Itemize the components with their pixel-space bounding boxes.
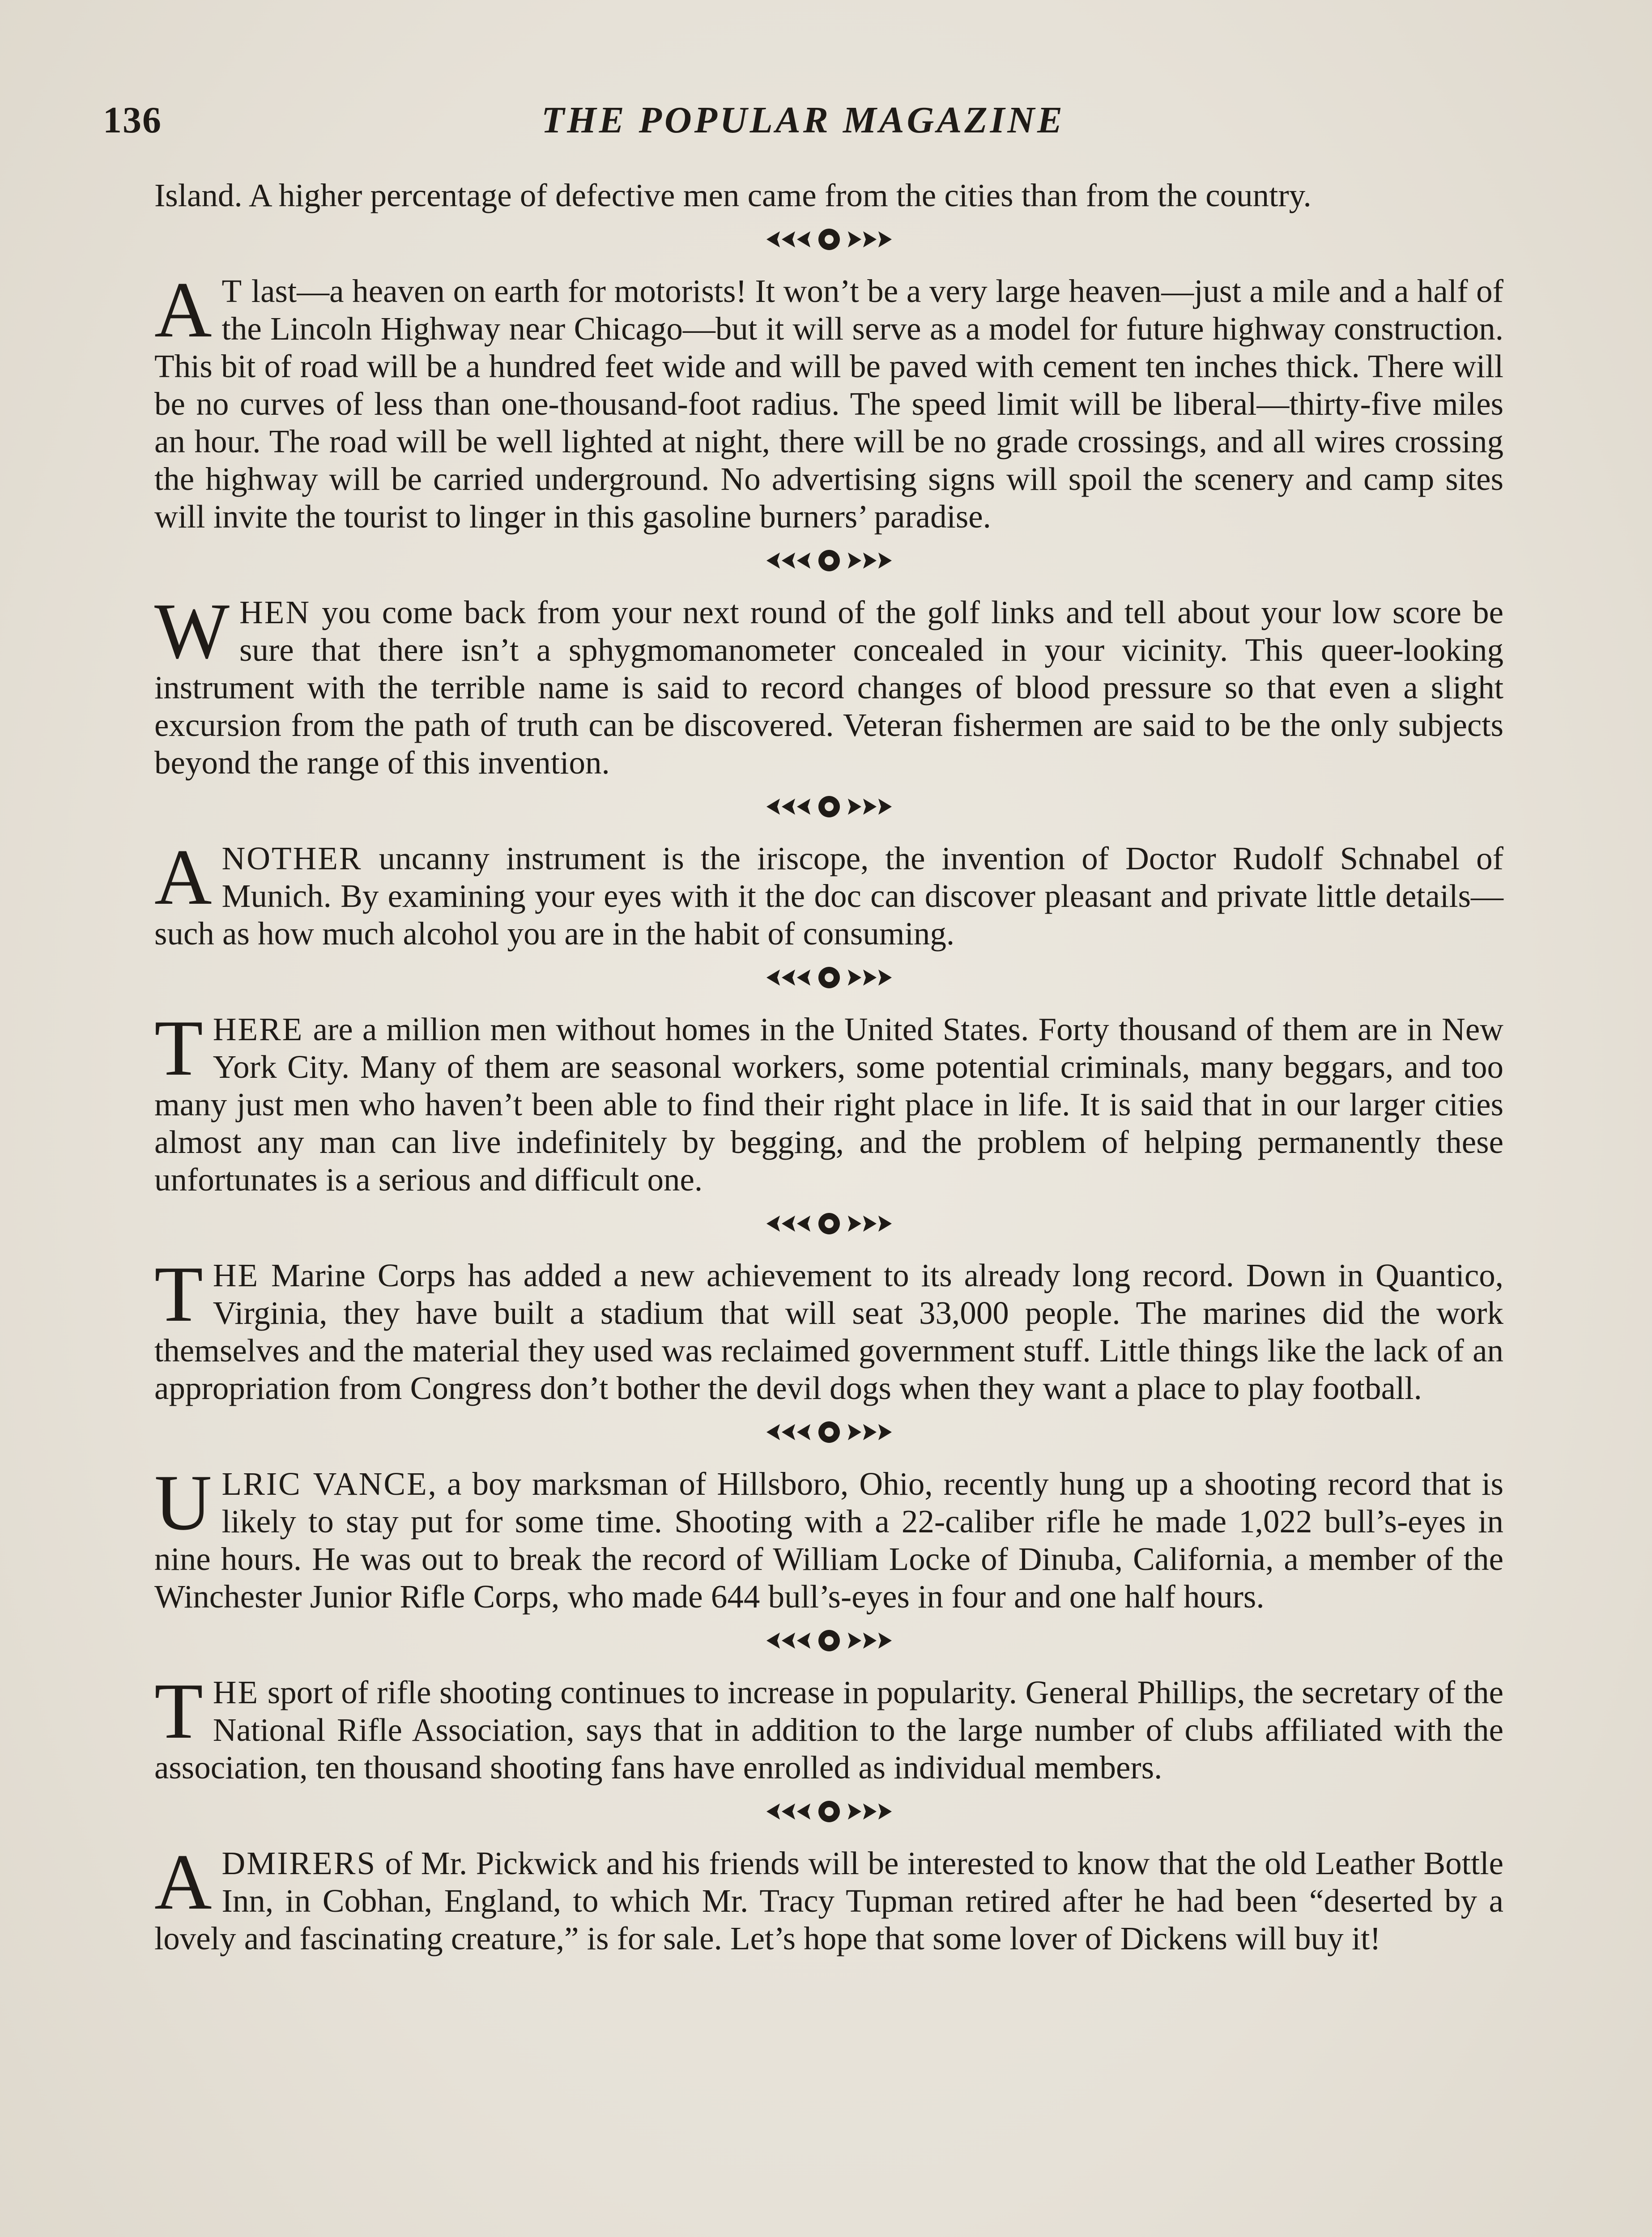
floral-divider-icon bbox=[154, 1414, 1503, 1454]
lead-caps: HERE bbox=[213, 1011, 304, 1047]
article-text: sport of rifle shooting continues to increase in popularity. General Phillips, the secretary of the National Rifle Association, says that in addition to the large number of clubs affiliated with the association, ten thousand shooting fans have enrolled as individual members. bbox=[154, 1674, 1503, 1786]
lead-caps: DMIRERS bbox=[221, 1845, 377, 1881]
running-title: THE POPULAR MAGAZINE bbox=[541, 99, 1065, 141]
lead-caps: NOTHER bbox=[221, 840, 362, 876]
floral-divider-icon bbox=[154, 960, 1503, 1000]
floral-divider-icon bbox=[154, 789, 1503, 829]
article-homeless bbox=[154, 1004, 1503, 1199]
article-iriscope bbox=[154, 833, 1503, 953]
article-continuation bbox=[154, 177, 1503, 214]
article-column bbox=[154, 177, 1503, 1957]
article-text: of Mr. Pickwick and his friends will be interested to know that the old Leather Bottle Inn, in Cobhan, England, to which Mr. Tracy Tupman retired after he had been “deserted by a lovely and fascinating creature,” is for sale. Let’s hope that some lover of Dickens will buy it! bbox=[154, 1845, 1503, 1956]
drop-cap: T bbox=[154, 1667, 203, 1755]
article-text: , a boy marksman of Hillsboro, Ohio, recently hung up a shooting record that is likely to stay put for some time. Shooting with a 22-caliber rifle he made 1,022 bull’s-eyes in nine hours. He was out to break the record of William Locke of Dinuba, California, a member of the Winchester Junior Rifle Corps, who made 644 bull’s-eyes in four and one half hours. bbox=[154, 1466, 1503, 1615]
lead-caps: T bbox=[221, 273, 243, 309]
floral-divider-icon bbox=[154, 1623, 1503, 1663]
article-text: Island. A higher percentage of defective men came from the cities than from the country. bbox=[154, 177, 1311, 213]
drop-cap: A bbox=[154, 265, 212, 354]
floral-divider-icon bbox=[154, 543, 1503, 583]
drop-cap: U bbox=[154, 1458, 212, 1547]
article-text: last—a heaven on earth for motorists! It won’t be a very large heaven—just a mile and a half of the Lincoln Highway near Chicago—but it will serve as a model for future highway construction. This bit of road will be a hundred feet wide and will be paved with cement ten inches thick. There will be no curves of less than one-thousand-foot radius. The speed limit will be liberal—thirty-five miles an hour. The road will be well lighted at night, there will be no grade crossings, and all wires crossing the highway will be carried underground. No advertising signs will spoil the scenery and camp sites will invite the tourist to linger in this gasoline burners’ paradise. bbox=[154, 273, 1503, 535]
drop-cap: W bbox=[154, 587, 230, 675]
lead-caps: HE bbox=[213, 1674, 260, 1710]
lead-caps: HE bbox=[213, 1257, 260, 1293]
drop-cap: A bbox=[154, 1837, 212, 1926]
floral-divider-icon bbox=[154, 1794, 1503, 1834]
lead-caps: HEN bbox=[239, 594, 311, 630]
article-ulric-vance bbox=[154, 1458, 1503, 1616]
drop-cap: T bbox=[154, 1250, 203, 1338]
page-number: 136 bbox=[103, 99, 162, 141]
lead-caps: LRIC VANCE bbox=[221, 1466, 428, 1502]
page-header bbox=[103, 89, 1503, 157]
article-marine-corps bbox=[154, 1250, 1503, 1407]
drop-cap: T bbox=[154, 1004, 203, 1092]
floral-divider-icon bbox=[154, 1206, 1503, 1246]
article-rifle-shooting bbox=[154, 1667, 1503, 1786]
article-text: uncanny instrument is the iriscope, the invention of Doctor Rudolf Schnabel of Munich. By examining your eyes with it the doc can discover pleasant and private little details—such as how much alcohol you are in the habit of consuming. bbox=[154, 840, 1503, 952]
article-text: you come back from your next round of the golf links and tell about your low score be sure that there isn’t a sphygmomanometer concealed in your vicinity. This queer-looking instrument with the terrible name is said to record changes of blood pressure so that even a slight excursion from the path of truth can be discovered. Veteran fishermen are said to be the only subjects beyond the range of this invention. bbox=[154, 594, 1503, 781]
article-pickwick bbox=[154, 1837, 1503, 1957]
drop-cap: A bbox=[154, 833, 212, 921]
article-text: are a million men without homes in the United States. Forty thousand of them are in New York City. Many of them are seasonal workers, some potential criminals, many beggars, and too many just men who haven’t been able to find their right place in life. It is said that in our larger cities almost any man can live indefinitely by begging, and the problem of helping permanently these unfortunates is a serious and difficult one. bbox=[154, 1011, 1503, 1198]
article-highway bbox=[154, 265, 1503, 536]
article-text: Marine Corps has added a new achievement to its already long record. Down in Quantico, Virginia, they have built a stadium that will seat 33,000 people. The marines did the work themselves and the material they used was reclaimed government stuff. Little things like the lack of an appropriation from Congress don’t bother the devil dogs when they want a place to play football. bbox=[154, 1257, 1503, 1406]
article-sphygmomanometer bbox=[154, 587, 1503, 782]
floral-divider-icon bbox=[154, 221, 1503, 262]
